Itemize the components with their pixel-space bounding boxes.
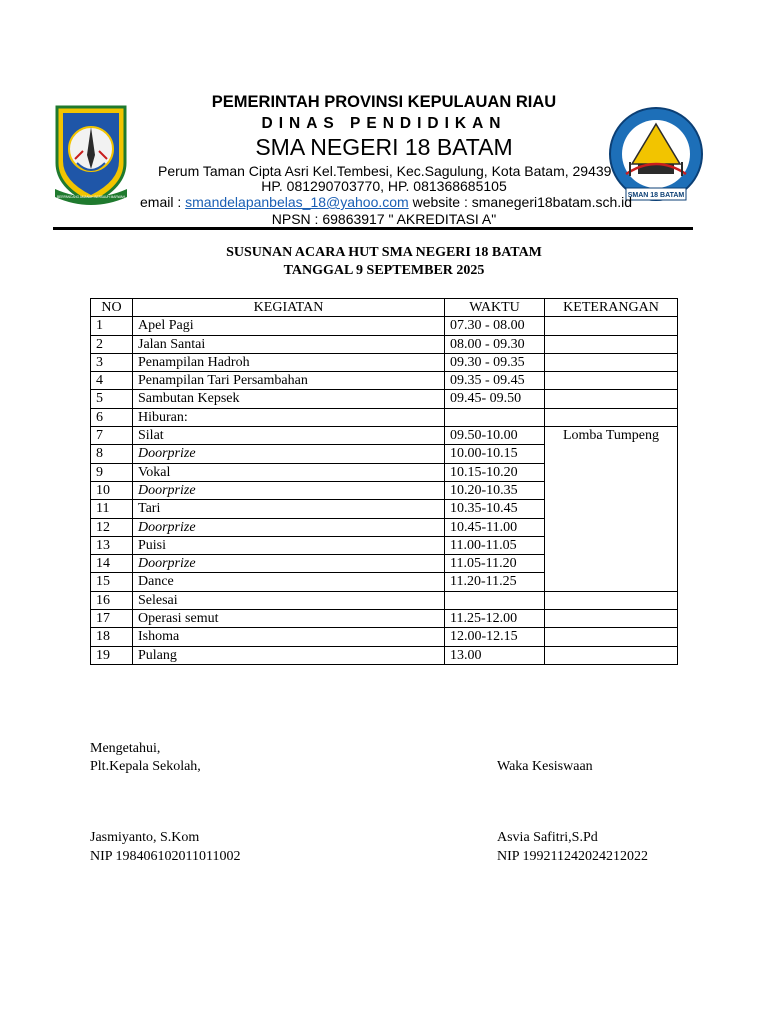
row-activity: Doorprize — [133, 445, 445, 463]
table-row — [91, 591, 678, 609]
table-row — [91, 646, 678, 664]
row-activity: Doorprize — [133, 481, 445, 499]
row-number: 10 — [91, 481, 133, 499]
row-time: 10.20-10.35 — [445, 481, 545, 499]
row-number: 14 — [91, 555, 133, 573]
letterhead-divider — [53, 227, 693, 230]
row-number: 17 — [91, 610, 133, 628]
schedule-table — [90, 298, 678, 665]
row-note — [545, 390, 678, 408]
department-name: DINAS PENDIDIKAN — [261, 115, 507, 132]
principal-title: Plt.Kepala Sekolah, — [90, 759, 201, 774]
row-time: 13.00 — [445, 646, 545, 664]
row-number: 4 — [91, 372, 133, 390]
school-logo-label: SMAN 18 BATAM — [627, 192, 685, 199]
email-label: email : — [140, 194, 182, 210]
row-activity: Operasi semut — [133, 610, 445, 628]
row-number: 2 — [91, 335, 133, 353]
row-activity: Sambutan Kepsek — [133, 390, 445, 408]
row-note — [545, 646, 678, 664]
contact-line — [140, 194, 632, 210]
row-activity: Doorprize — [133, 555, 445, 573]
row-time — [445, 591, 545, 609]
row-activity: Tari — [133, 500, 445, 518]
row-number: 16 — [91, 591, 133, 609]
row-note — [545, 317, 678, 335]
row-time: 07.30 - 08.00 — [445, 317, 545, 335]
row-activity: Penampilan Tari Persambahan — [133, 372, 445, 390]
table-row — [91, 610, 678, 628]
row-number: 1 — [91, 317, 133, 335]
row-note — [545, 372, 678, 390]
principal-nip: NIP 198406102011011002 — [90, 849, 241, 864]
row-activity: Apel Pagi — [133, 317, 445, 335]
table-row — [91, 372, 678, 390]
row-note — [545, 628, 678, 646]
row-number: 8 — [91, 445, 133, 463]
row-note — [545, 408, 678, 426]
table-row — [91, 427, 678, 445]
row-activity: Pulang — [133, 646, 445, 664]
row-note-merged: Lomba Tumpeng — [545, 427, 678, 592]
row-time: 09.45- 09.50 — [445, 390, 545, 408]
crest-motto: BERPANCANG AMANAH BERSAUH MARWAH — [57, 195, 125, 199]
document-title: SUSUNAN ACARA HUT SMA NEGERI 18 BATAM — [226, 245, 542, 260]
row-number: 13 — [91, 536, 133, 554]
row-time: 12.00-12.15 — [445, 628, 545, 646]
row-activity: Penampilan Hadroh — [133, 353, 445, 371]
row-note — [545, 591, 678, 609]
row-time: 11.00-11.05 — [445, 536, 545, 554]
row-number: 12 — [91, 518, 133, 536]
school-name: SMA NEGERI 18 BATAM — [255, 134, 513, 160]
table-row — [91, 353, 678, 371]
row-activity: Selesai — [133, 591, 445, 609]
row-time: 10.00-10.15 — [445, 445, 545, 463]
row-time — [445, 408, 545, 426]
row-number: 7 — [91, 427, 133, 445]
table-row — [91, 408, 678, 426]
document-date: TANGGAL 9 SEPTEMBER 2025 — [283, 263, 485, 278]
row-note — [545, 353, 678, 371]
row-number: 9 — [91, 463, 133, 481]
table-row — [91, 317, 678, 335]
acknowledged-label: Mengetahui, — [90, 741, 161, 756]
school-phones: HP. 081290703770, HP. 081368685105 — [261, 178, 507, 194]
row-note — [545, 610, 678, 628]
row-activity: Ishoma — [133, 628, 445, 646]
npsn-accreditation: NPSN : 69863917 " AKREDITASI A" — [271, 211, 497, 227]
row-note — [545, 335, 678, 353]
row-number: 5 — [91, 390, 133, 408]
row-time: 11.25-12.00 — [445, 610, 545, 628]
row-number: 15 — [91, 573, 133, 591]
website-text: website : smanegeri18batam.sch.id — [412, 194, 633, 210]
row-time: 09.50-10.00 — [445, 427, 545, 445]
row-number: 18 — [91, 628, 133, 646]
province-name: PEMERINTAH PROVINSI KEPULAUAN RIAU — [211, 93, 557, 111]
row-time: 10.45-11.00 — [445, 518, 545, 536]
row-activity: Silat — [133, 427, 445, 445]
row-activity: Puisi — [133, 536, 445, 554]
row-number: 11 — [91, 500, 133, 518]
row-time: 08.00 - 09.30 — [445, 335, 545, 353]
table-row — [91, 390, 678, 408]
row-number: 6 — [91, 408, 133, 426]
row-activity: Jalan Santai — [133, 335, 445, 353]
row-time: 09.35 - 09.45 — [445, 372, 545, 390]
header-note: KETERANGAN — [545, 299, 678, 317]
principal-name: Jasmiyanto, S.Kom — [90, 830, 200, 845]
table-row — [91, 335, 678, 353]
email-link[interactable]: smandelapanbelas_18@yahoo.com — [185, 194, 409, 210]
header-activity: KEGIATAN — [133, 299, 445, 317]
row-activity: Vokal — [133, 463, 445, 481]
row-time: 09.30 - 09.35 — [445, 353, 545, 371]
row-activity: Doorprize — [133, 518, 445, 536]
vice-principal-title: Waka Kesiswaan — [497, 759, 593, 774]
school-address: Perum Taman Cipta Asri Kel.Tembesi, Kec.Sagulung, Kota Batam, 29439 — [158, 163, 612, 179]
header-time: WAKTU — [445, 299, 545, 317]
row-time: 10.15-10.20 — [445, 463, 545, 481]
row-activity: Hiburan: — [133, 408, 445, 426]
header-no: NO — [91, 299, 133, 317]
row-number: 19 — [91, 646, 133, 664]
table-header-row — [91, 299, 678, 317]
vice-principal-nip: NIP 199211242024212022 — [497, 849, 649, 864]
schedule-body — [91, 317, 678, 665]
row-time: 10.35-10.45 — [445, 500, 545, 518]
row-time: 11.20-11.25 — [445, 573, 545, 591]
table-row — [91, 628, 678, 646]
row-time: 11.05-11.20 — [445, 555, 545, 573]
row-activity: Dance — [133, 573, 445, 591]
row-number: 3 — [91, 353, 133, 371]
vice-principal-name: Asvia Safitri,S.Pd — [497, 830, 598, 845]
